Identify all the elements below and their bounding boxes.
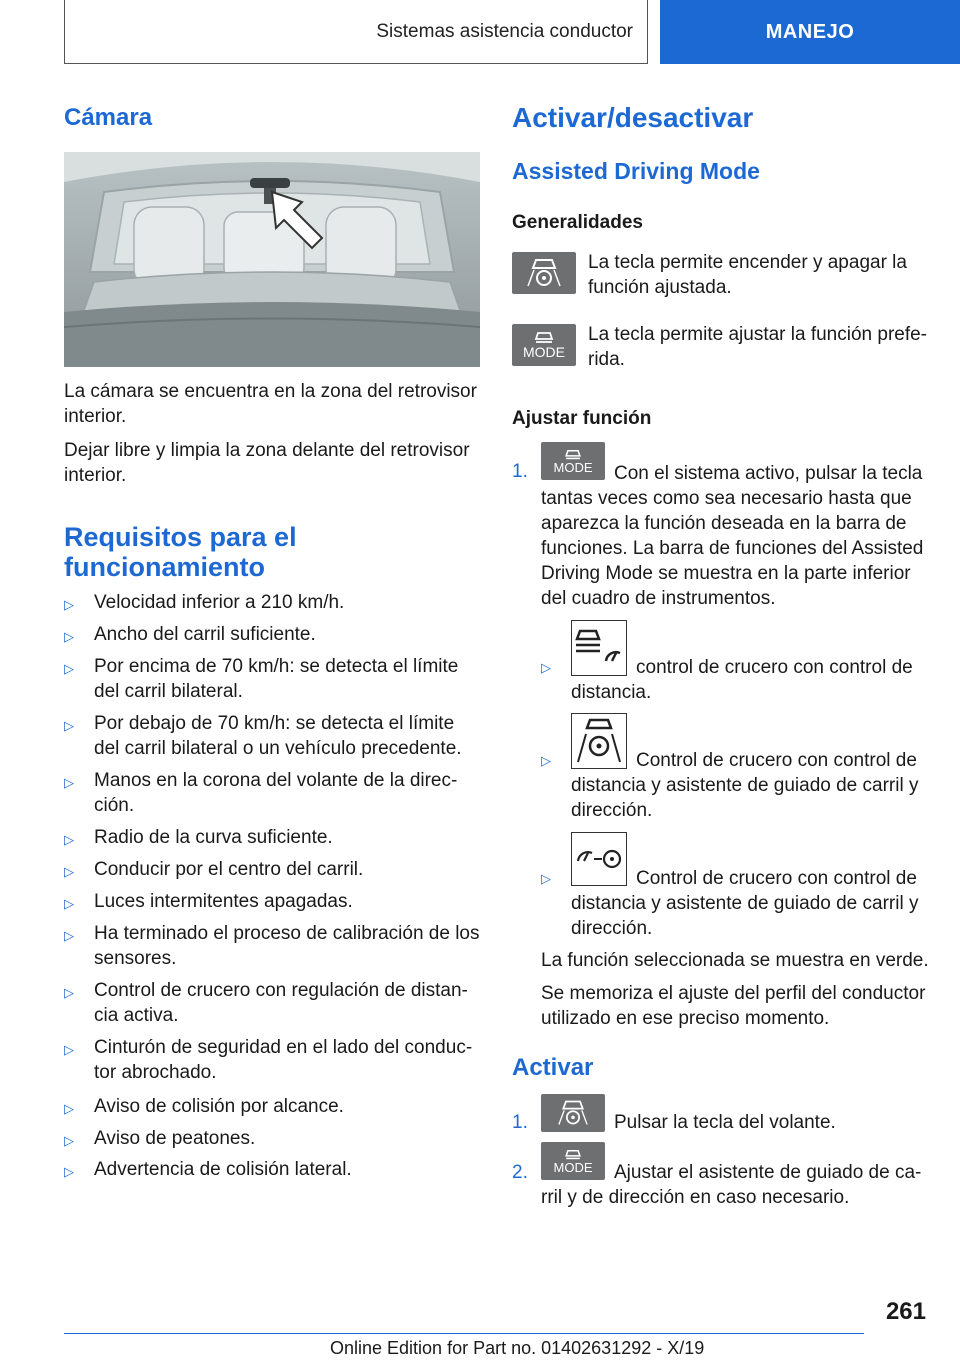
general-text-2: La tecla permite ajustar la función prefe‐rida. bbox=[588, 324, 928, 370]
mode-button-image bbox=[512, 324, 576, 366]
car-icon bbox=[564, 449, 582, 461]
list-item: ▷ Aviso de colisión por alcance. bbox=[64, 1094, 480, 1119]
camera-heading: Cámara bbox=[64, 104, 153, 131]
list-item: ▷ Conducir por el centro del carril. bbox=[64, 857, 480, 882]
assist-toggle-button-image bbox=[541, 1094, 605, 1132]
list-item: ▷ Radio de la curva suficiente. bbox=[64, 825, 480, 850]
steering-assist-icon bbox=[555, 1098, 591, 1128]
page-number: 261 bbox=[885, 1298, 926, 1325]
list-item: ▷ Velocidad inferior a 210 km/h. bbox=[64, 590, 480, 615]
note-1: La función seleccionada se muestra en verde. bbox=[541, 950, 929, 971]
header-section-box bbox=[64, 0, 648, 64]
triangle-bullet-icon: ▷ bbox=[541, 871, 551, 886]
note-2: Se memoriza el ajuste del perfil del conductor utilizado en ese preciso momento. bbox=[541, 983, 926, 1029]
list-item: ▷ Luces intermitentes apagadas. bbox=[64, 889, 480, 914]
list-item: ▷ Manos en la corona del volante de la direc‐ción. bbox=[64, 770, 458, 816]
triangle-bullet-icon: ▷ bbox=[541, 660, 551, 675]
triangle-bullet-icon: ▷ bbox=[64, 985, 74, 1000]
camera-paragraph-2: Dejar libre y limpia la zona delante del retrovisor interior. bbox=[64, 440, 470, 486]
triangle-bullet-icon: ▷ bbox=[64, 1164, 74, 1179]
header-section-title: Sistemas asistencia conductor bbox=[376, 20, 633, 42]
list-item: ▷ Por debajo de 70 km/h: se detecta el límite del carril bilateral o un vehículo precedente. bbox=[64, 713, 462, 759]
activate-step-2: Ajustar el asistente de guiado de ca‐rril y de dirección en caso necesario. bbox=[541, 1162, 922, 1208]
adjust-heading: Ajustar función bbox=[512, 408, 652, 429]
activar-heading: Activar bbox=[512, 1054, 594, 1081]
triangle-bullet-icon: ▷ bbox=[64, 832, 74, 847]
sub-item-1: control de crucero con control de distancia. bbox=[571, 657, 913, 703]
triangle-bullet-icon: ▷ bbox=[64, 661, 74, 676]
triangle-bullet-icon: ▷ bbox=[64, 1133, 74, 1148]
triangle-bullet-icon: ▷ bbox=[64, 597, 74, 612]
step1-text: Con el sistema activo, pulsar la tecla tantas veces como sea necesario hasta que aparezca la función deseada en la barra de funciones. La barra de funciones del Assisted Driving Mode se muestra en la parte inferior del cuadro de instrumentos. bbox=[541, 463, 924, 609]
triangle-bullet-icon: ▷ bbox=[64, 928, 74, 943]
assisted-driving-mode-heading: Assisted Driving Mode bbox=[512, 158, 760, 184]
triangle-bullet-icon: ▷ bbox=[64, 775, 74, 790]
triangle-bullet-icon: ▷ bbox=[64, 896, 74, 911]
camera-paragraph-1: La cámara se encuentra en la zona del retrovisor interior. bbox=[64, 381, 477, 427]
step-number: 1. bbox=[512, 461, 528, 482]
list-item: ▷ Aviso de peatones. bbox=[64, 1126, 480, 1151]
triangle-bullet-icon: ▷ bbox=[64, 864, 74, 879]
requirements-heading: Requisitos para el funcionamiento bbox=[64, 522, 297, 582]
mode-button-image: MODE bbox=[541, 442, 605, 480]
assist-toggle-button-image bbox=[512, 252, 576, 294]
steering-assist-icon bbox=[524, 256, 564, 290]
list-item: ▷ Cinturón de seguridad en el lado del conduc‐tor abrochado. bbox=[64, 1037, 473, 1083]
list-item: ▷ Ancho del carril suficiente. bbox=[64, 622, 480, 647]
triangle-bullet-icon: ▷ bbox=[64, 718, 74, 733]
triangle-bullet-icon: ▷ bbox=[64, 1101, 74, 1116]
header-chapter-label: MANEJO bbox=[765, 20, 855, 43]
general-text-1: La tecla permite encender y apagar la función ajustada. bbox=[588, 252, 907, 298]
step-number: 1. bbox=[512, 1112, 528, 1133]
list-item: ▷ Por encima de 70 km/h: se detecta el límite del carril bilateral. bbox=[64, 656, 459, 702]
general-heading: Generalidades bbox=[512, 212, 643, 233]
triangle-bullet-icon: ▷ bbox=[64, 1042, 74, 1057]
mode-label: MODE bbox=[523, 344, 565, 360]
car-icon bbox=[564, 1149, 582, 1161]
footer-divider bbox=[64, 1333, 864, 1334]
camera-image bbox=[64, 152, 480, 367]
list-item: ▷ Advertencia de colisión lateral. bbox=[64, 1157, 480, 1182]
triangle-bullet-icon: ▷ bbox=[64, 629, 74, 644]
footer-edition: Online Edition for Part no. 01402631292 - X/19 bbox=[330, 1338, 705, 1358]
list-item: ▷ Control de crucero con regulación de distan‐cia activa. bbox=[64, 980, 468, 1026]
activate-heading: Activar/desactivar bbox=[512, 102, 754, 133]
car-icon bbox=[534, 331, 554, 345]
triangle-bullet-icon: ▷ bbox=[541, 753, 551, 768]
mode-button-image: MODE bbox=[541, 1142, 605, 1180]
step-number: 2. bbox=[512, 1162, 528, 1183]
sub-item-2: Control de crucero con control de distancia y asistente de guiado de carril y dirección. bbox=[571, 750, 919, 821]
list-item: ▷ Ha terminado el proceso de calibración de los sensores. bbox=[64, 923, 480, 969]
car-interior-illustration bbox=[64, 152, 480, 367]
header-chapter-tab[interactable] bbox=[660, 0, 960, 64]
activate-step-1: Pulsar la tecla del volante. bbox=[614, 1112, 836, 1133]
sub-item-3: Control de crucero con control de distancia y asistente de guiado de carril y dirección. bbox=[571, 868, 919, 939]
